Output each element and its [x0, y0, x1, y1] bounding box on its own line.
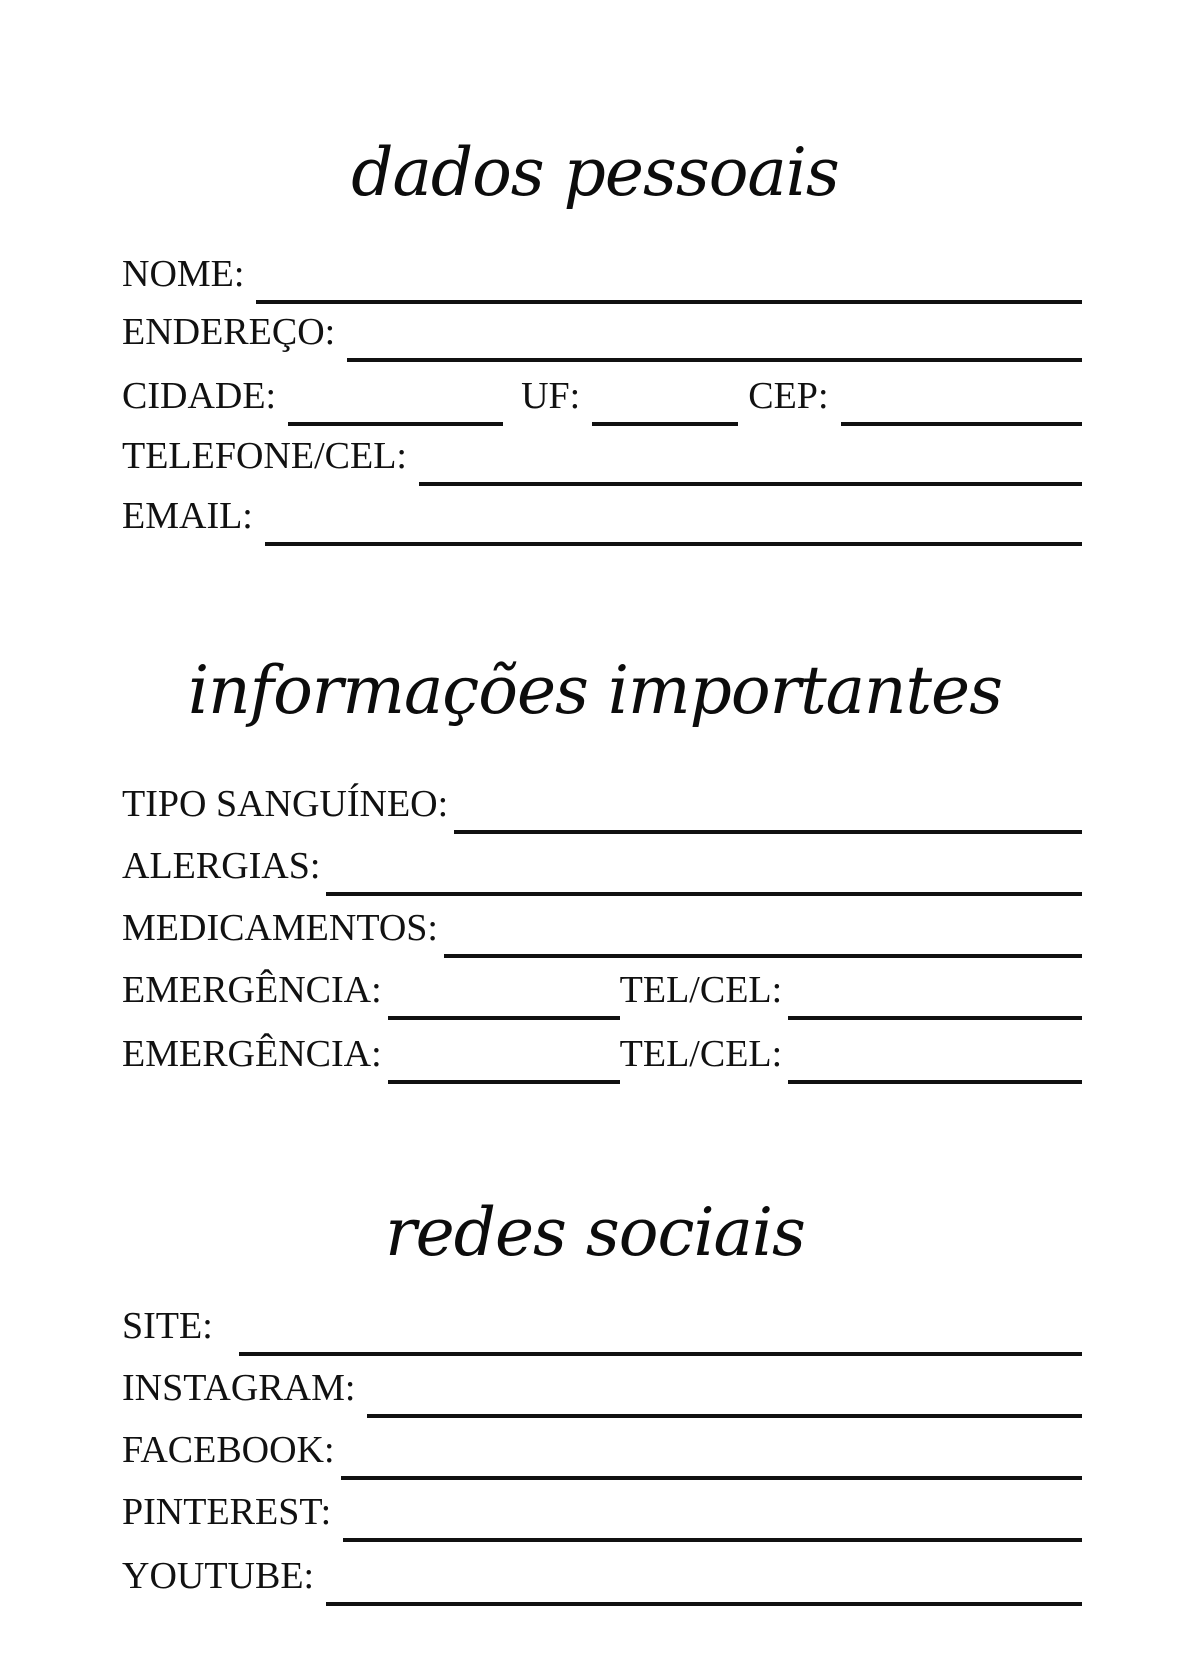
label-emergencia-2: EMERGÊNCIA: [122, 1033, 382, 1075]
alergias-field[interactable] [326, 892, 1082, 896]
section-title-social: redes sociais [385, 1194, 805, 1271]
row-youtube [122, 1550, 1082, 1598]
endereco-field[interactable] [347, 358, 1082, 362]
row-pinterest [122, 1486, 1082, 1534]
label-nome: NOME: [122, 253, 245, 295]
label-tel-cel-1: TEL/CEL: [619, 969, 783, 1011]
label-endereco: ENDEREÇO: [122, 311, 336, 353]
label-youtube: YOUTUBE: [122, 1555, 315, 1597]
label-telefone: TELEFONE/CEL: [122, 435, 407, 477]
row-endereco [122, 306, 1082, 354]
row-tipo-sanguineo [122, 778, 1082, 826]
row-emergencia-2 [122, 1028, 1082, 1076]
label-pinterest: PINTEREST: [122, 1491, 332, 1533]
uf-field[interactable] [592, 422, 738, 426]
label-email: EMAIL: [122, 495, 253, 537]
row-email [122, 490, 1082, 538]
label-tel-cel-2: TEL/CEL: [619, 1033, 783, 1075]
facebook-field[interactable] [341, 1476, 1082, 1480]
medicamentos-field[interactable] [444, 954, 1082, 958]
row-site [122, 1300, 1082, 1348]
row-instagram [122, 1362, 1082, 1410]
row-cidade-uf-cep [122, 370, 1082, 418]
site-field[interactable] [239, 1352, 1082, 1356]
emergencia-1-field[interactable] [388, 1016, 620, 1020]
cidade-field[interactable] [288, 422, 503, 426]
label-emergencia-1: EMERGÊNCIA: [122, 969, 382, 1011]
row-medicamentos [122, 902, 1082, 950]
section-title-important: informações importantes [188, 652, 1002, 729]
youtube-field[interactable] [326, 1602, 1082, 1606]
label-facebook: FACEBOOK: [122, 1429, 335, 1471]
label-cep: CEP: [748, 375, 829, 417]
instagram-field[interactable] [367, 1414, 1082, 1418]
label-cidade: CIDADE: [122, 375, 277, 417]
nome-field[interactable] [256, 300, 1082, 304]
cep-field[interactable] [841, 422, 1083, 426]
tel-cel-1-field[interactable] [788, 1016, 1082, 1020]
row-telefone [122, 430, 1082, 478]
tel-cel-2-field[interactable] [788, 1080, 1082, 1084]
row-facebook [122, 1424, 1082, 1472]
label-medicamentos: MEDICAMENTOS: [122, 907, 438, 949]
label-uf: UF: [521, 375, 581, 417]
label-site: SITE: [122, 1305, 213, 1347]
row-nome [122, 248, 1082, 296]
pinterest-field[interactable] [343, 1538, 1082, 1542]
emergencia-2-field[interactable] [388, 1080, 620, 1084]
email-field[interactable] [265, 542, 1082, 546]
section-title-personal: dados pessoais [351, 134, 839, 211]
label-tipo-sanguineo: TIPO SANGUÍNEO: [122, 783, 449, 825]
row-alergias [122, 840, 1082, 888]
tipo-sanguineo-field[interactable] [454, 830, 1082, 834]
row-emergencia-1 [122, 964, 1082, 1012]
label-alergias: ALERGIAS: [122, 845, 321, 887]
label-instagram: INSTAGRAM: [122, 1367, 356, 1409]
telefone-field[interactable] [419, 482, 1082, 486]
